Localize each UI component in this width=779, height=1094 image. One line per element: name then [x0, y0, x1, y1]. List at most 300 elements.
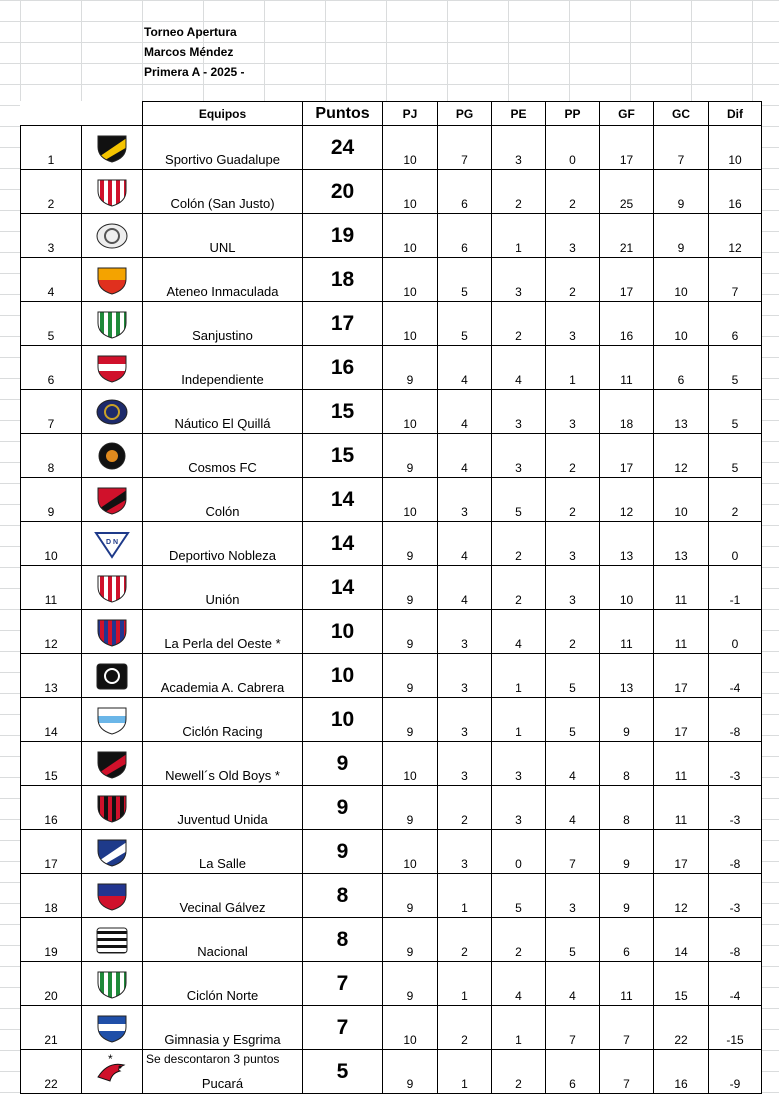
pg-cell: 4: [438, 346, 492, 390]
gf-cell: 9: [600, 830, 654, 874]
dif-cell: -3: [709, 742, 762, 786]
team-logo-cell: [82, 346, 143, 390]
pp-cell: 2: [546, 478, 600, 522]
team-logo-cell: [82, 742, 143, 786]
pe-cell: 5: [492, 478, 546, 522]
pe-cell: 2: [492, 170, 546, 214]
pp-cell: 4: [546, 786, 600, 830]
points-cell: 14: [303, 478, 383, 522]
badge-black-icon: [82, 661, 142, 691]
dif-cell: 0: [709, 610, 762, 654]
gc-cell: 15: [654, 962, 709, 1006]
team-logo-cell: [82, 258, 143, 302]
table-row: [21, 610, 762, 654]
position-cell: 11: [21, 566, 82, 610]
pe-cell: 2: [492, 1050, 546, 1094]
points-cell: 10: [303, 698, 383, 742]
position-cell: 17: [21, 830, 82, 874]
team-name-cell: Nacional: [143, 918, 303, 962]
position-cell: 9: [21, 478, 82, 522]
shield-red-white-stripes-icon: [82, 177, 142, 207]
dif-cell: 0: [709, 522, 762, 566]
pp-cell: 2: [546, 434, 600, 478]
table-row: [21, 1006, 762, 1050]
pe-cell: 3: [492, 258, 546, 302]
position-cell: 16: [21, 786, 82, 830]
pg-cell: 2: [438, 918, 492, 962]
dif-cell: -8: [709, 698, 762, 742]
points-cell: 5: [303, 1050, 383, 1094]
team-logo-cell: [82, 214, 143, 258]
table-row: [21, 566, 762, 610]
team-name-cell: Deportivo Nobleza: [143, 522, 303, 566]
pg-cell: 3: [438, 610, 492, 654]
gc-cell: 22: [654, 1006, 709, 1050]
pg-cell: 1: [438, 1050, 492, 1094]
team-name-cell: La Perla del Oeste *: [143, 610, 303, 654]
pos-header: [21, 102, 82, 126]
table-row: [21, 830, 762, 874]
dif-cell: 7: [709, 258, 762, 302]
logo-header: [82, 102, 143, 126]
pj-cell: 9: [383, 346, 438, 390]
position-cell: 2: [21, 170, 82, 214]
gc-cell: 11: [654, 610, 709, 654]
team-name-cell: Sportivo Guadalupe: [143, 126, 303, 170]
pg-cell: 1: [438, 962, 492, 1006]
pj-cell: 9: [383, 566, 438, 610]
dif-cell: 6: [709, 302, 762, 346]
standings-table: [20, 101, 762, 1094]
table-row: [21, 1050, 762, 1094]
header-row: [21, 102, 762, 126]
gf-cell: 21: [600, 214, 654, 258]
pg-cell: 5: [438, 302, 492, 346]
pe-cell: 4: [492, 610, 546, 654]
team-name-cell: Cosmos FC: [143, 434, 303, 478]
pj-cell: 9: [383, 918, 438, 962]
dif-cell: 5: [709, 434, 762, 478]
pp-cell: 6: [546, 1050, 600, 1094]
pj-cell: 9: [383, 1050, 438, 1094]
pj-cell: 10: [383, 170, 438, 214]
position-cell: 13: [21, 654, 82, 698]
shield-green-white-stripes-icon: [82, 309, 142, 339]
pj-cell: 10: [383, 830, 438, 874]
pp-cell: 3: [546, 874, 600, 918]
gf-cell: 13: [600, 654, 654, 698]
team-logo-cell: [82, 478, 143, 522]
pp-cell: 0: [546, 126, 600, 170]
table-row: [21, 742, 762, 786]
table-row: [21, 126, 762, 170]
team-name-cell: Ciclón Racing: [143, 698, 303, 742]
table-row: [21, 434, 762, 478]
team-logo-cell: [82, 918, 143, 962]
pg-cell: 3: [438, 830, 492, 874]
table-row: [21, 258, 762, 302]
gc-cell: 11: [654, 786, 709, 830]
gf-cell: 7: [600, 1050, 654, 1094]
team-name-cell: Newell´s Old Boys *: [143, 742, 303, 786]
pp-cell: 3: [546, 522, 600, 566]
dif-cell: 5: [709, 346, 762, 390]
pg-cell: 3: [438, 742, 492, 786]
team-logo-cell: [82, 962, 143, 1006]
standings-body: [21, 126, 762, 1094]
pe-cell: 3: [492, 390, 546, 434]
table-row: [21, 874, 762, 918]
triangle-blue-white-icon: [82, 529, 142, 559]
gc-cell: 6: [654, 346, 709, 390]
team-name-cell: Náutico El Quillá: [143, 390, 303, 434]
gf-cell: 11: [600, 346, 654, 390]
position-cell: 5: [21, 302, 82, 346]
points-cell: 14: [303, 566, 383, 610]
gc-cell: 10: [654, 258, 709, 302]
team-name-cell: Sanjustino: [143, 302, 303, 346]
pg-cell: 3: [438, 654, 492, 698]
dif-cell: -15: [709, 1006, 762, 1050]
position-cell: 12: [21, 610, 82, 654]
shield-red-icon: [82, 353, 142, 383]
pp-cell: 5: [546, 654, 600, 698]
points-cell: 14: [303, 522, 383, 566]
pj-cell: 10: [383, 214, 438, 258]
team-name-cell: Independiente: [143, 346, 303, 390]
table-row: [21, 522, 762, 566]
position-cell: 4: [21, 258, 82, 302]
pj-cell: 10: [383, 742, 438, 786]
gf-cell: 6: [600, 918, 654, 962]
team-logo-cell: [82, 566, 143, 610]
team-name-cell: Ciclón Norte: [143, 962, 303, 1006]
footnote-mark: *: [108, 1052, 113, 1066]
pp-cell: 7: [546, 830, 600, 874]
dif-cell: 16: [709, 170, 762, 214]
points-header: Puntos: [303, 102, 383, 126]
gf-cell: 9: [600, 874, 654, 918]
team-name-cell: Colón (San Justo): [143, 170, 303, 214]
team-name-cell: Academia A. Cabrera: [143, 654, 303, 698]
team-logo-cell: [82, 302, 143, 346]
position-cell: 6: [21, 346, 82, 390]
gf-cell: 12: [600, 478, 654, 522]
points-cell: 9: [303, 742, 383, 786]
gc-cell: 11: [654, 742, 709, 786]
pp-cell: 3: [546, 302, 600, 346]
dif-cell: -1: [709, 566, 762, 610]
tournament-title: Torneo Apertura: [144, 25, 237, 39]
gf-cell: 10: [600, 566, 654, 610]
position-cell: 7: [21, 390, 82, 434]
team-logo-cell: [82, 654, 143, 698]
shield-blue-red-icon: [82, 617, 142, 647]
dif-cell: -4: [709, 654, 762, 698]
pg-cell: 1: [438, 874, 492, 918]
dif-cell: -8: [709, 830, 762, 874]
pe-cell: 3: [492, 434, 546, 478]
pg-cell: 6: [438, 170, 492, 214]
pe-cell: 1: [492, 214, 546, 258]
pp-cell: 7: [546, 1006, 600, 1050]
team-name-cell: Juventud Unida: [143, 786, 303, 830]
pe-cell: 2: [492, 302, 546, 346]
pp-cell: 3: [546, 566, 600, 610]
gc-cell: 16: [654, 1050, 709, 1094]
pj-cell: 9: [383, 698, 438, 742]
gc-cell: 13: [654, 390, 709, 434]
pp-cell: 2: [546, 170, 600, 214]
division-label: Primera A - 2025 -: [144, 65, 245, 79]
circle-black-icon: [82, 441, 142, 471]
gf-cell: 17: [600, 434, 654, 478]
team-logo-cell: [82, 126, 143, 170]
pp-cell: 5: [546, 698, 600, 742]
pj-cell: 9: [383, 962, 438, 1006]
team-logo-cell: [82, 786, 143, 830]
shield-red-blue-icon: [82, 881, 142, 911]
points-cell: 10: [303, 610, 383, 654]
pj-cell: 10: [383, 126, 438, 170]
pp-cell: 3: [546, 390, 600, 434]
gf-cell: 18: [600, 390, 654, 434]
gf-cell: 17: [600, 126, 654, 170]
team-logo-cell: [82, 698, 143, 742]
gc-cell: 12: [654, 874, 709, 918]
position-cell: 20: [21, 962, 82, 1006]
pj-cell: 9: [383, 654, 438, 698]
points-cell: 18: [303, 258, 383, 302]
pp-cell: 4: [546, 742, 600, 786]
pp-cell: 3: [546, 214, 600, 258]
table-row: [21, 654, 762, 698]
pg-cell: 6: [438, 214, 492, 258]
pp-cell: 1: [546, 346, 600, 390]
table-row: [21, 390, 762, 434]
gc-cell: 9: [654, 214, 709, 258]
position-cell: 22: [21, 1050, 82, 1094]
pj-cell: 10: [383, 302, 438, 346]
pg-cell: 4: [438, 566, 492, 610]
pe-cell: 3: [492, 126, 546, 170]
pe-cell: 0: [492, 830, 546, 874]
pj-header: PJ: [383, 102, 438, 126]
pe-cell: 3: [492, 742, 546, 786]
dif-cell: -3: [709, 786, 762, 830]
gf-cell: 7: [600, 1006, 654, 1050]
points-cell: 7: [303, 962, 383, 1006]
pj-cell: 10: [383, 1006, 438, 1050]
shield-black-yellow-icon: [82, 133, 142, 163]
pj-cell: 10: [383, 258, 438, 302]
team-logo-cell: [82, 170, 143, 214]
points-cell: 8: [303, 918, 383, 962]
dif-cell: -8: [709, 918, 762, 962]
shield-red-white-icon: [82, 573, 142, 603]
gf-cell: 25: [600, 170, 654, 214]
team-logo-cell: [82, 610, 143, 654]
table-row: [21, 786, 762, 830]
pg-cell: 2: [438, 1006, 492, 1050]
points-cell: 9: [303, 786, 383, 830]
team-name-cell: Colón: [143, 478, 303, 522]
pe-cell: 5: [492, 874, 546, 918]
shield-blue-white-star-icon: [82, 837, 142, 867]
pg-cell: 4: [438, 390, 492, 434]
team-name-cell: UNL: [143, 214, 303, 258]
shield-green-white-icon: [82, 969, 142, 999]
pp-header: PP: [546, 102, 600, 126]
table-row: [21, 478, 762, 522]
position-cell: 21: [21, 1006, 82, 1050]
crest-orange-yellow-icon: [82, 265, 142, 295]
pj-cell: 10: [383, 478, 438, 522]
points-cell: 9: [303, 830, 383, 874]
pe-cell: 4: [492, 346, 546, 390]
pg-cell: 5: [438, 258, 492, 302]
gf-cell: 11: [600, 962, 654, 1006]
position-cell: 10: [21, 522, 82, 566]
pe-cell: 4: [492, 962, 546, 1006]
points-cell: 24: [303, 126, 383, 170]
position-cell: 15: [21, 742, 82, 786]
pj-cell: 9: [383, 874, 438, 918]
gf-cell: 9: [600, 698, 654, 742]
points-cell: 15: [303, 390, 383, 434]
pg-cell: 2: [438, 786, 492, 830]
points-cell: 8: [303, 874, 383, 918]
gc-cell: 7: [654, 126, 709, 170]
gf-cell: 13: [600, 522, 654, 566]
pe-cell: 3: [492, 786, 546, 830]
points-cell: 17: [303, 302, 383, 346]
team-logo-cell: [82, 1006, 143, 1050]
gc-cell: 17: [654, 698, 709, 742]
gc-cell: 9: [654, 170, 709, 214]
team-name-cell: Vecinal Gálvez: [143, 874, 303, 918]
gc-cell: 17: [654, 830, 709, 874]
shield-lightblue-white-icon: [82, 705, 142, 735]
pj-cell: 9: [383, 522, 438, 566]
team-logo-cell: [82, 830, 143, 874]
shield-red-black-icon: [82, 485, 142, 515]
table-row: [21, 962, 762, 1006]
pe-cell: 2: [492, 522, 546, 566]
pj-cell: 9: [383, 786, 438, 830]
gf-header: GF: [600, 102, 654, 126]
table-row: [21, 346, 762, 390]
team-name-cell: La Salle: [143, 830, 303, 874]
dif-cell: -9: [709, 1050, 762, 1094]
dif-cell: -4: [709, 962, 762, 1006]
dif-header: Dif: [709, 102, 762, 126]
gc-cell: 14: [654, 918, 709, 962]
oval-blue-icon: [82, 397, 142, 427]
pg-cell: 4: [438, 434, 492, 478]
footnote-text: Se descontaron 3 puntos: [146, 1052, 280, 1066]
dif-cell: 5: [709, 390, 762, 434]
gc-cell: 13: [654, 522, 709, 566]
position-cell: 19: [21, 918, 82, 962]
pg-cell: 3: [438, 698, 492, 742]
points-cell: 10: [303, 654, 383, 698]
gc-header: GC: [654, 102, 709, 126]
position-cell: 14: [21, 698, 82, 742]
points-cell: 19: [303, 214, 383, 258]
pp-cell: 5: [546, 918, 600, 962]
pe-cell: 1: [492, 1006, 546, 1050]
team-name-cell: Unión: [143, 566, 303, 610]
team-name-cell: Ateneo Inmaculada: [143, 258, 303, 302]
position-cell: 3: [21, 214, 82, 258]
pe-cell: 2: [492, 918, 546, 962]
gf-cell: 17: [600, 258, 654, 302]
table-row: [21, 170, 762, 214]
gc-cell: 10: [654, 478, 709, 522]
table-row: [21, 918, 762, 962]
team-name-cell: Pucará: [143, 1050, 303, 1094]
table-row: [21, 214, 762, 258]
pg-header: PG: [438, 102, 492, 126]
team-logo-cell: [82, 390, 143, 434]
crest-black-white-icon: [82, 925, 142, 955]
pe-header: PE: [492, 102, 546, 126]
gf-cell: 16: [600, 302, 654, 346]
svg-text:D N: D N: [105, 538, 119, 546]
sheet-header: [144, 22, 245, 82]
gc-cell: 10: [654, 302, 709, 346]
pg-cell: 7: [438, 126, 492, 170]
pg-cell: 3: [438, 478, 492, 522]
points-cell: 20: [303, 170, 383, 214]
points-cell: 15: [303, 434, 383, 478]
team-logo-cell: [82, 522, 143, 566]
pp-cell: 2: [546, 610, 600, 654]
gf-cell: 8: [600, 742, 654, 786]
points-cell: 7: [303, 1006, 383, 1050]
shield-red-black-stripes-icon: [82, 793, 142, 823]
pp-cell: 2: [546, 258, 600, 302]
gf-cell: 8: [600, 786, 654, 830]
table-row: [21, 302, 762, 346]
pe-cell: 1: [492, 698, 546, 742]
gc-cell: 11: [654, 566, 709, 610]
dif-cell: -3: [709, 874, 762, 918]
points-cell: 16: [303, 346, 383, 390]
dif-cell: 2: [709, 478, 762, 522]
gf-cell: 11: [600, 610, 654, 654]
table-row: [21, 698, 762, 742]
tournament-name: Marcos Méndez: [144, 45, 234, 59]
dif-cell: 12: [709, 214, 762, 258]
pp-cell: 4: [546, 962, 600, 1006]
shield-blue-white-band-icon: [82, 1013, 142, 1043]
pg-cell: 4: [438, 522, 492, 566]
gc-cell: 12: [654, 434, 709, 478]
team-header: Equipos: [143, 102, 303, 126]
team-logo-cell: [82, 434, 143, 478]
pj-cell: 10: [383, 390, 438, 434]
pj-cell: 9: [383, 434, 438, 478]
seal-grey-icon: [82, 221, 142, 251]
pe-cell: 1: [492, 654, 546, 698]
position-cell: 18: [21, 874, 82, 918]
gc-cell: 17: [654, 654, 709, 698]
position-cell: 1: [21, 126, 82, 170]
team-logo-cell: [82, 874, 143, 918]
pj-cell: 9: [383, 610, 438, 654]
